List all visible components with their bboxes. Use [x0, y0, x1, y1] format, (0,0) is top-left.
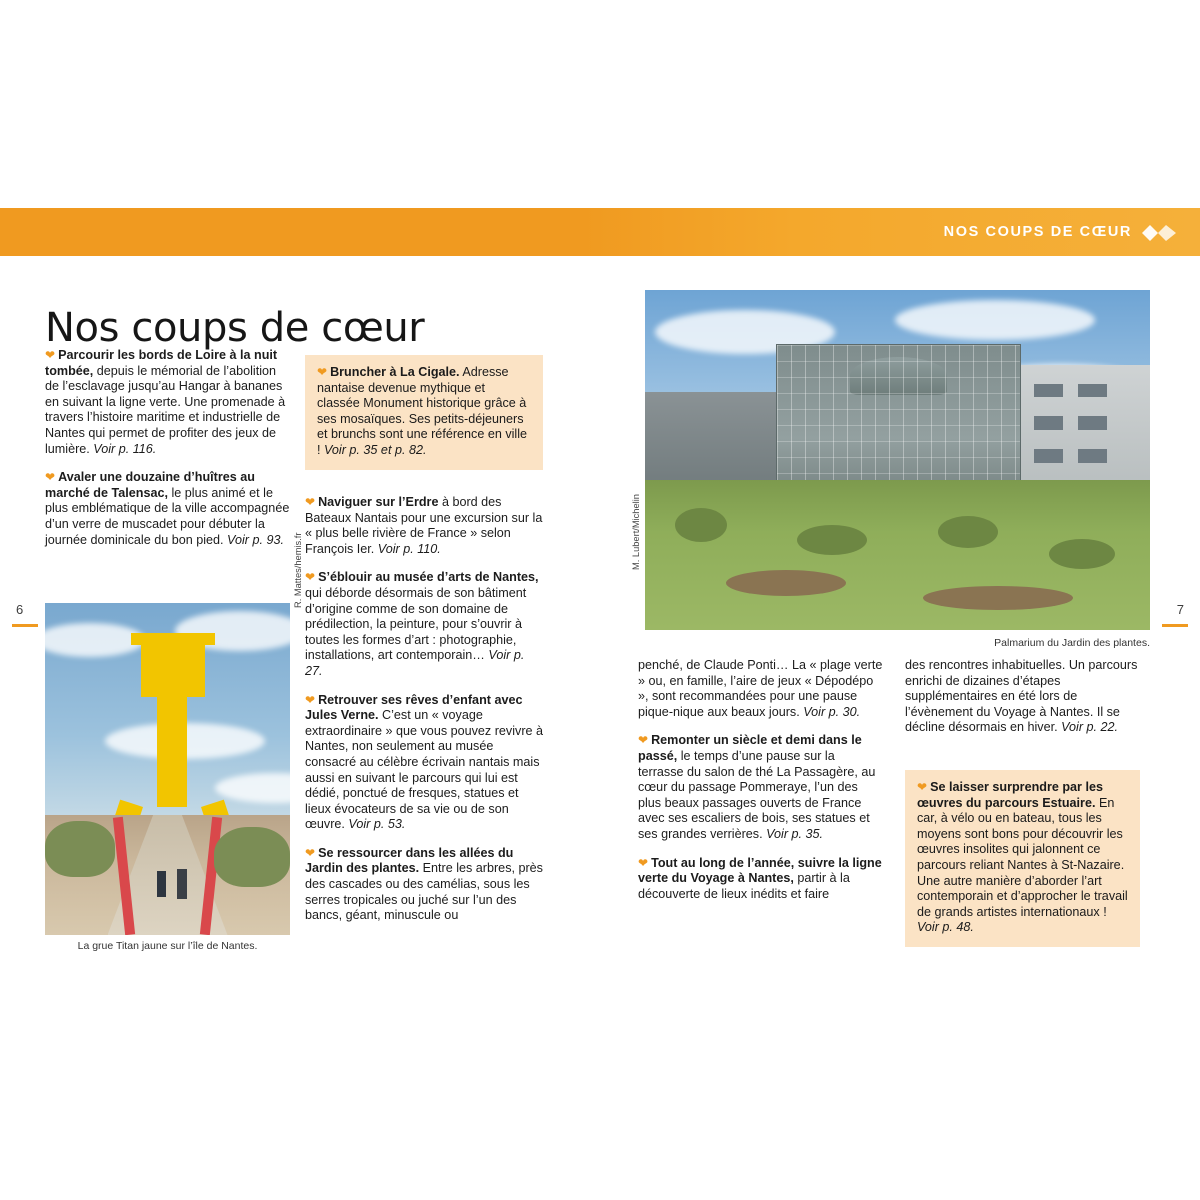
tip-paragraph: [917, 780, 1128, 936]
tip-paragraph: [45, 348, 290, 457]
tip-lead: Bruncher à La Cigale.: [330, 365, 460, 379]
photo-caption-palmarium: Palmarium du Jardin des plantes.: [994, 637, 1150, 649]
heart-icon: ❤: [305, 845, 316, 860]
tip-lead: Naviguer sur l’Erdre: [318, 495, 439, 509]
page-rule-left: [12, 624, 38, 627]
heart-icon: ❤: [305, 570, 316, 585]
page-rule-right: [1162, 624, 1188, 627]
tip-ref: Voir p. 27.: [305, 648, 525, 678]
pedestrian-figure: [157, 871, 166, 897]
tip-paragraph: [305, 693, 543, 833]
header-band: [0, 208, 1200, 256]
tip-paragraph: [305, 495, 543, 557]
cyclist-figure: [177, 869, 187, 899]
header-title: NOS COUPS DE CŒUR: [943, 224, 1132, 240]
window-shape: [1078, 384, 1107, 398]
tip-ref: Voir p. 53.: [348, 817, 406, 832]
tip-paragraph: [638, 856, 883, 903]
page-number-left: 6: [16, 602, 24, 617]
heart-icon: ❤: [45, 470, 56, 485]
tip-lead: Remonter un siècle et demi dans le passé,: [638, 733, 862, 763]
highlight-box-estuaire: [905, 770, 1140, 947]
bush-shape: [1049, 539, 1115, 569]
tip-body: En car, à vélo ou en bateau, tous les moyens sont bons pour découvrir les œuvres insolites qui jalonnent ce parcours reliant Nantes à St-Nazaire. Une autre manière d’aborder l’art contemporain et d’approcher le travail de grands artistes internationaux !: [917, 795, 1128, 919]
tip-body: le plus animé et le plus emblématique de la ville accompagnée d’un verre de muscadet pour débuter la journée dominicale du bon pied.: [45, 485, 290, 547]
page-number-right: 7: [1176, 602, 1184, 617]
flowerbed-shape: [923, 586, 1073, 610]
tip-ref: Voir p. 30.: [803, 704, 861, 719]
tip-body: qui déborde désormais de son bâtiment d’origine comme de son domaine de prédilection, la peinture, pour s’ouvrir à toutes les formes d’art : photographie, installations, art contemporain…: [305, 585, 527, 663]
tip-ref: Voir p. 110.: [377, 541, 441, 556]
crane-mast: [157, 697, 187, 807]
photo-titan-crane: [45, 603, 290, 935]
bush-shape: [675, 508, 727, 542]
tip-body: Adresse nantaise devenue mythique et classée Monument historique grâce à ses mosaïques. Ses petits-déjeuners et brunchs sont une référence en ville !: [317, 365, 528, 457]
crane-beam: [131, 633, 215, 645]
tip-ref: Voir p. 93.: [227, 532, 284, 547]
window-shape: [1034, 449, 1063, 463]
heart-icon: ❤: [917, 780, 928, 794]
heart-icon: ❤: [45, 348, 56, 362]
tip-lead: Avaler une douzaine d’huîtres au marché de Talensac,: [45, 470, 255, 500]
photo-caption-crane: La grue Titan jaune sur l’île de Nantes.: [77, 940, 258, 952]
tip-body: C’est un « voyage extraordinaire » que vous pouvez revivre à Nantes, non seulement au musée consacré au célèbre écrivain nantais mais aussi en suivant le parcours qui lui est dédié, ponctué de fresques, statues et lieux évocateurs de sa vie ou de son œuvre.: [305, 708, 544, 832]
tip-paragraph: [45, 470, 290, 548]
page-title: Nos coups de cœur: [45, 304, 425, 351]
tip-ref: Voir p. 116.: [93, 441, 157, 456]
tip-ref: Voir p. 35.: [766, 826, 824, 841]
text-column-3: [638, 658, 883, 915]
window-shape: [1034, 384, 1063, 398]
michelin-chevron-logo: [1140, 220, 1178, 244]
tip-body: depuis le mémorial de l’abolition de l’esclavage jusqu’au Hangar à bananes en suivant la ligne verte. Une promenade à travers l’histoire maritime et industrielle de Nantes qui permet de profiter des jeux de lumière.: [45, 363, 286, 456]
flowerbed-shape: [726, 570, 846, 596]
tip-lead: Retrouver ses rêves d’enfant avec Jules Verne.: [305, 692, 523, 723]
photo-credit-palmarium: M. Lubert/Michelin: [631, 494, 641, 570]
text-column-2: [305, 495, 543, 937]
heart-icon: ❤: [305, 495, 316, 509]
tip-paragraph: [638, 658, 883, 720]
tip-lead: S’éblouir au musée d’arts de Nantes,: [318, 570, 539, 585]
tip-paragraph: [305, 846, 543, 924]
heart-icon: ❤: [638, 733, 649, 748]
text-column-1: [45, 348, 290, 561]
tip-body: partir à la découverte de lieux inédits et faire: [638, 871, 850, 901]
tip-lead: Se laisser surprendre par les œuvres du parcours Estuaire.: [917, 780, 1103, 810]
tip-body: des rencontres inhabituelles. Un parcours enrichi de dizaines d’étapes supplémentaires en été lors de l’évènement du Voyage à Nantes. Il se décline désormais en hiver.: [905, 658, 1138, 735]
heart-icon: ❤: [317, 365, 328, 379]
tip-lead: Parcourir les bords de Loire à la nuit tombée,: [45, 348, 278, 378]
tip-lead: Tout au long de l’année, suivre la ligne verte du Voyage à Nantes,: [638, 855, 882, 886]
tip-paragraph: [905, 658, 1140, 736]
tip-ref: Voir p. 22.: [1061, 720, 1119, 735]
tip-paragraph: [317, 365, 531, 459]
tip-paragraph: [638, 733, 883, 842]
highlight-box-cigale: [305, 355, 543, 470]
building-left: [645, 392, 781, 494]
heart-icon: ❤: [638, 855, 649, 870]
tip-body: penché, de Claude Ponti… La « plage verte » ou, en famille, l’aire de jeux « Dépodépo », sont recommandées pour une pause pique-nique aux beaux jours.: [638, 658, 883, 719]
tip-body: Entre les arbres, près des cascades ou des camélias, sous les serres tropicales ou juché sur l’un des bancs, géant, minuscule ou: [305, 861, 543, 923]
window-shape: [1078, 416, 1107, 430]
heart-icon: ❤: [305, 692, 316, 707]
tip-body: à bord des Bateaux Nantais pour une excursion sur la « plus belle rivière de France » selon François Ier.: [305, 495, 543, 556]
tree-shape: [45, 821, 115, 877]
tip-paragraph: [305, 570, 543, 679]
bush-shape: [797, 525, 867, 555]
text-column-4: [905, 658, 1140, 749]
window-shape: [1034, 416, 1063, 430]
tip-ref: Voir p. 35 et p. 82.: [324, 442, 427, 457]
window-shape: [1078, 449, 1107, 463]
tip-lead: Se ressourcer dans les allées du Jardin des plantes.: [305, 845, 514, 876]
tree-shape: [214, 827, 290, 887]
crane-cabin: [141, 645, 205, 697]
photo-palmarium: [645, 290, 1150, 630]
tip-ref: Voir p. 48.: [917, 920, 974, 935]
photo-credit-crane: R. Mattes/hemis.fr: [293, 532, 303, 608]
tip-body: le temps d’une pause sur la terrasse du salon de thé La Passagère, au cœur du passage Pommeraye, l’un des plus beaux passages ouverts de France avec ses escaliers de bois, ses statues et ses grandes verrières.: [638, 748, 876, 841]
cloud-shape: [895, 300, 1095, 340]
